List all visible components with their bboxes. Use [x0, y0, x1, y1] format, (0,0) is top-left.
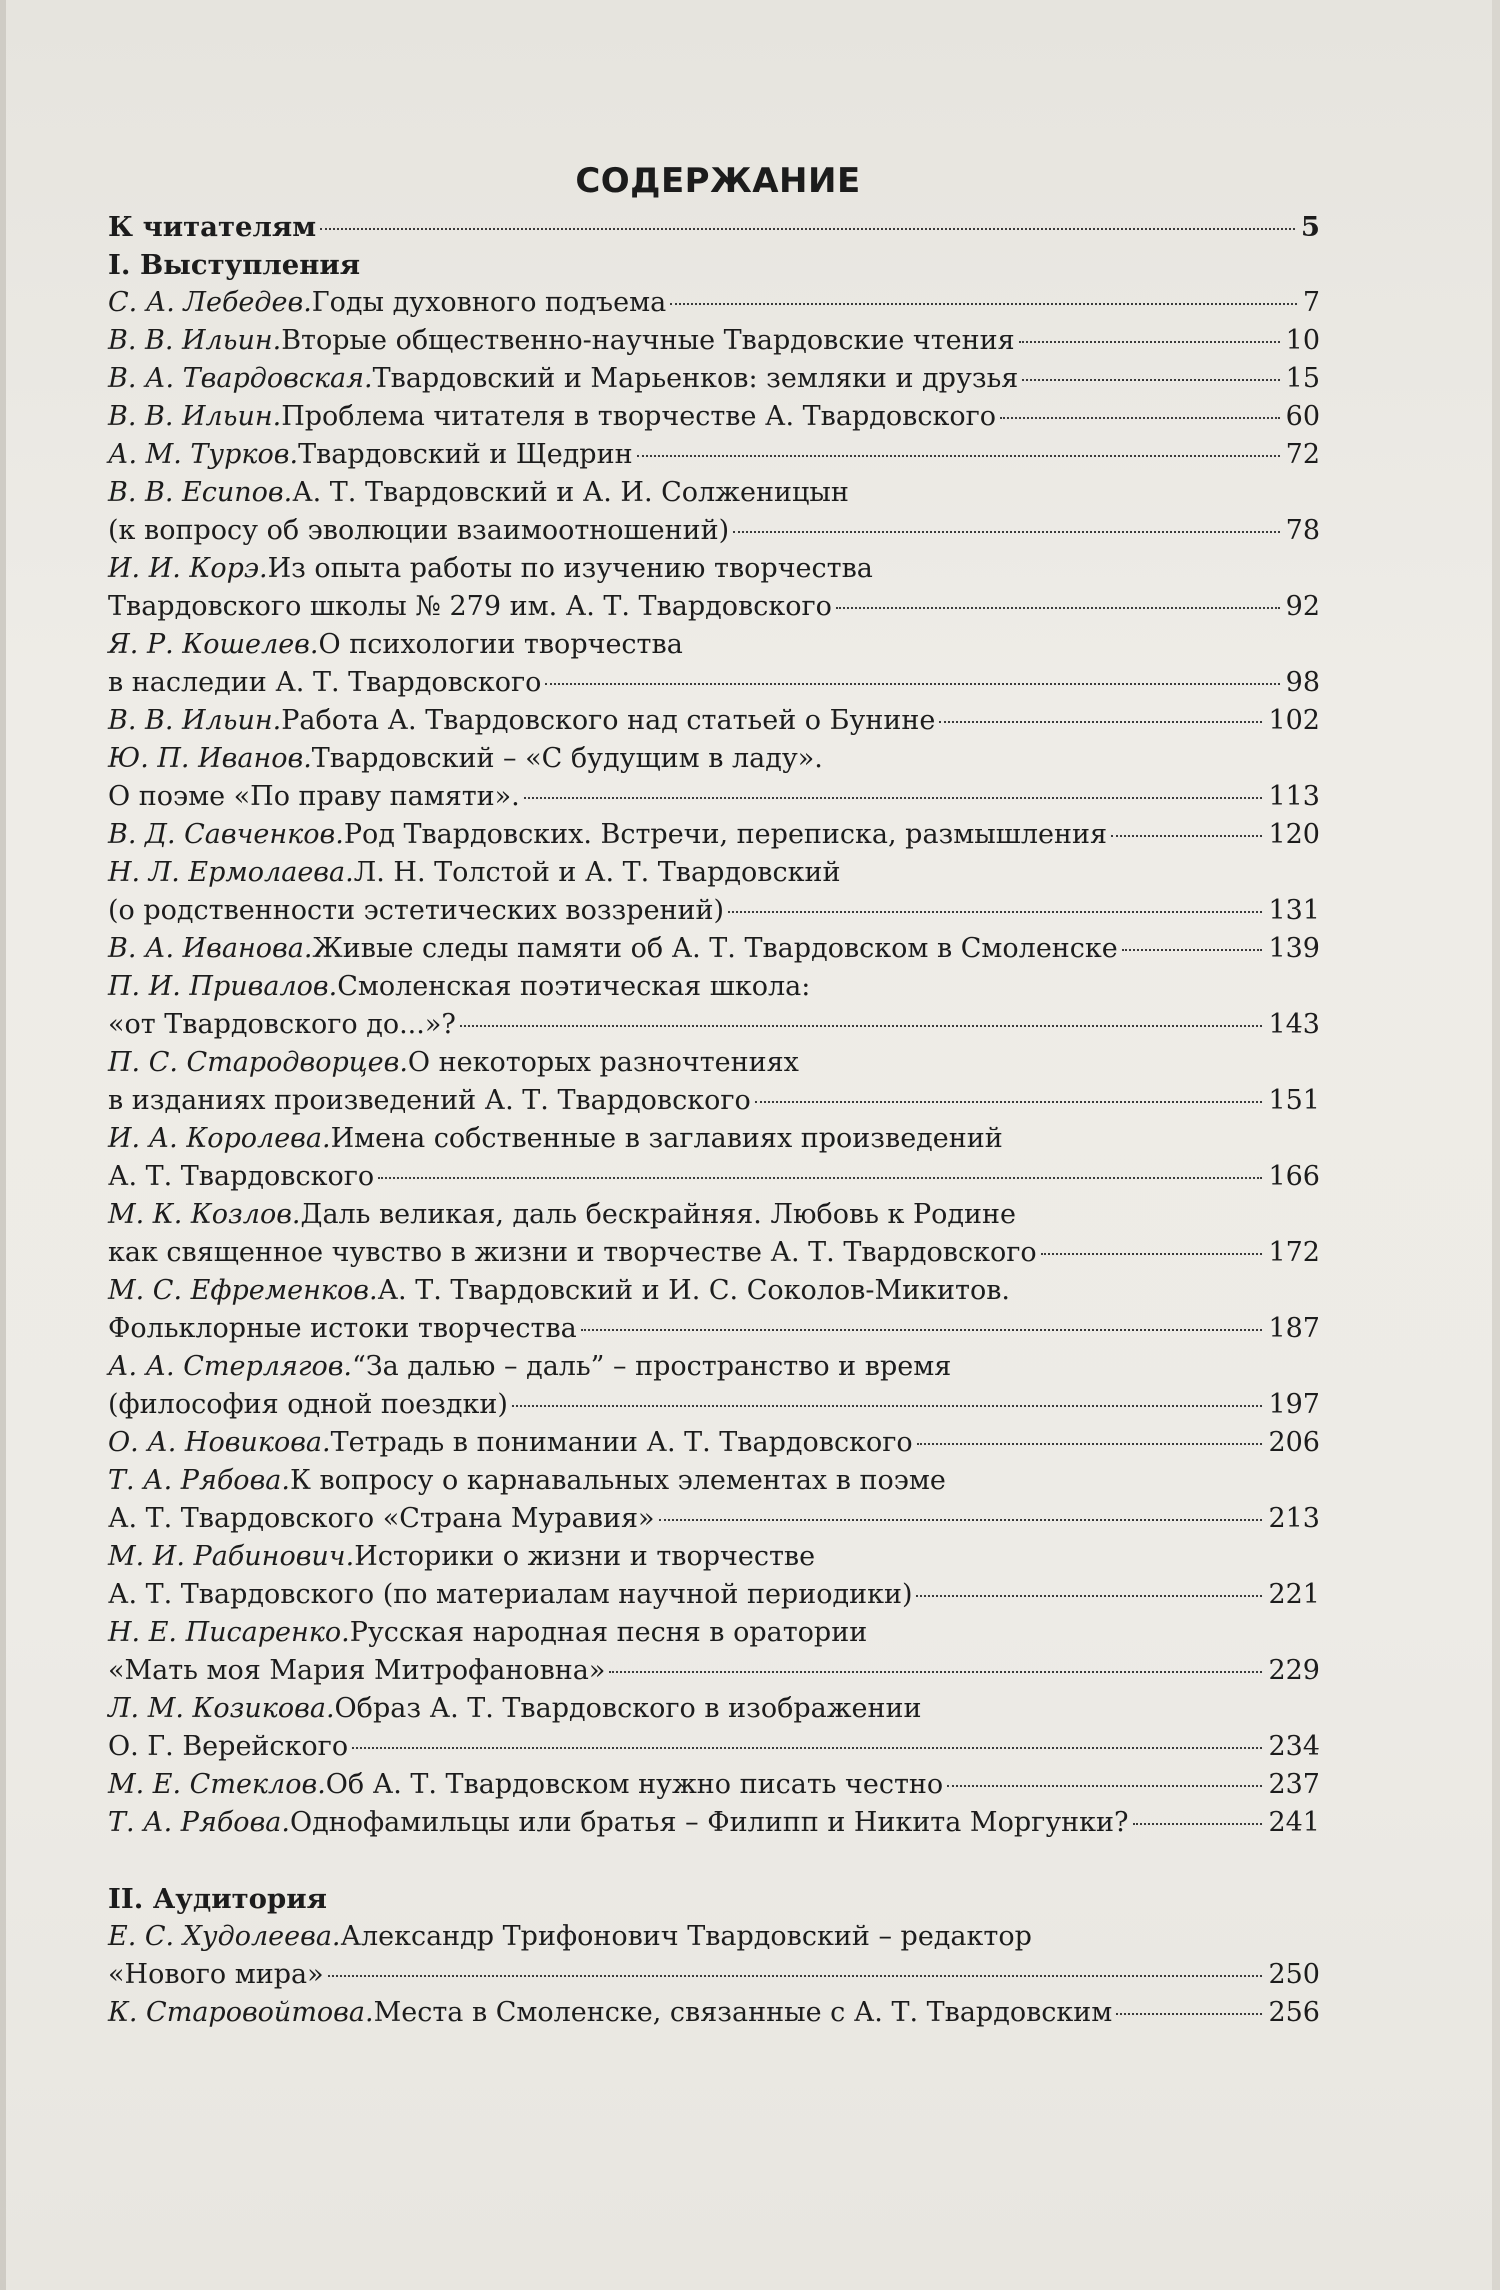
- dot-leader: [609, 1670, 1262, 1673]
- toc-entry-line: [108, 930, 1320, 968]
- page-number: 250: [1268, 1959, 1320, 1990]
- entry-title: К вопросу о карнавальных элементах в поэме: [289, 1465, 946, 1496]
- entry-title-cont: как священное чувство в жизни и творчестве А. Т. Твардовского: [108, 1237, 1037, 1268]
- toc-entry-line: [108, 1766, 1320, 1804]
- page-number: 221: [1268, 1579, 1320, 1610]
- dot-leader: [545, 682, 1279, 685]
- toc-entry-line: [108, 474, 1320, 512]
- page-number: 229: [1268, 1655, 1320, 1686]
- section-title: I. Выступления: [108, 249, 361, 281]
- entry-title: “За далью – даль” – пространство и время: [352, 1351, 952, 1382]
- page-number: 143: [1268, 1009, 1320, 1040]
- page-number: 102: [1268, 705, 1320, 736]
- dot-leader: [320, 227, 1295, 230]
- entry-author: И. И. Корэ.: [108, 553, 268, 584]
- entry-author: Е. С. Худолеева.: [108, 1921, 341, 1952]
- dot-leader: [728, 910, 1262, 913]
- entry-title-cont: О поэме «По праву памяти».: [108, 781, 520, 812]
- entry-title: Даль великая, даль бескрайняя. Любовь к Родине: [300, 1199, 1016, 1230]
- section-title: II. Аудитория: [108, 1883, 327, 1915]
- entry-title-cont: в наследии А. Т. Твардовского: [108, 667, 542, 698]
- toc-entry-line: [108, 816, 1320, 854]
- page-number: 256: [1268, 1997, 1320, 2028]
- toc-entry-line: [108, 968, 1320, 1006]
- page-edge-right: [1492, 0, 1500, 2290]
- dot-leader: [1122, 948, 1263, 951]
- dot-leader: [1041, 1252, 1263, 1255]
- entry-author: Я. Р. Кошелев.: [108, 629, 319, 660]
- entry-author: М. К. Козлов.: [108, 1199, 301, 1230]
- entry-author: И. А. Королева.: [108, 1123, 331, 1154]
- entry-author: В. В. Есипов.: [108, 477, 293, 508]
- entry-author: К. Старовойтова.: [108, 1997, 374, 2028]
- entry-title: Твардовский – «С будущим в ладу».: [311, 743, 823, 774]
- toc-entry-line: [108, 398, 1320, 436]
- entry-title: Род Твардовских. Встречи, переписка, размышления: [343, 819, 1108, 850]
- page-number: 72: [1285, 439, 1320, 470]
- page-number: 60: [1285, 401, 1320, 432]
- toc-entry-line: [108, 1386, 1320, 1424]
- dot-leader: [670, 302, 1297, 305]
- entry-title: Однофамильцы или братья – Филипп и Никита Моргунки?: [289, 1807, 1129, 1838]
- entry-title: Л. Н. Толстой и А. Т. Твардовский: [353, 857, 841, 888]
- dot-leader: [917, 1442, 1263, 1445]
- entry-author: Н. Е. Писаренко.: [108, 1617, 350, 1648]
- toc-entry-line: [108, 284, 1320, 322]
- page-number: 5: [1300, 211, 1320, 243]
- dot-leader: [1022, 378, 1279, 381]
- entry-title-cont: Фольклорные истоки творчества: [108, 1313, 577, 1344]
- toc-entry-line: [108, 360, 1320, 398]
- toc-entry-line: [108, 740, 1320, 778]
- entry-title: Живые следы памяти об А. Т. Твардовском в Смоленске: [312, 933, 1118, 964]
- dot-leader: [512, 1404, 1263, 1407]
- dot-leader: [378, 1176, 1262, 1179]
- entry-author: С. А. Лебедев.: [108, 287, 312, 318]
- table-of-contents: [108, 160, 1320, 2032]
- page-title: СОДЕРЖАНИЕ: [575, 161, 861, 201]
- toc-entry-line: [108, 322, 1320, 360]
- page-number: 113: [1268, 781, 1320, 812]
- entry-author: О. А. Новикова.: [108, 1427, 331, 1458]
- toc-entry-line: [108, 1158, 1320, 1196]
- entry-author: В. А. Иванова.: [108, 933, 313, 964]
- entry-author: В. В. Ильин.: [108, 705, 282, 736]
- entry-author: В. А. Твардовская.: [108, 363, 373, 394]
- toc-entry-line: [108, 1082, 1320, 1120]
- page-number: 131: [1268, 895, 1320, 926]
- dot-leader: [836, 606, 1280, 609]
- dot-leader: [733, 530, 1279, 533]
- page-number: 151: [1268, 1085, 1320, 1116]
- toc-entry-line: [108, 1728, 1320, 1766]
- toc-entry-line: [108, 664, 1320, 702]
- toc-entry-line: [108, 854, 1320, 892]
- entry-author: А. А. Стерлягов.: [108, 1351, 353, 1382]
- section-list: [108, 284, 1320, 1842]
- dot-leader: [460, 1024, 1263, 1027]
- section-heading: [108, 246, 1320, 284]
- toc-entry-line: [108, 1196, 1320, 1234]
- entry-title-cont: «Нового мира»: [108, 1959, 324, 1990]
- dot-leader: [947, 1784, 1262, 1787]
- entry-author: П. С. Стародворцев.: [108, 1047, 408, 1078]
- toc-entry-line: [108, 1994, 1320, 2032]
- entry-title: Места в Смоленске, связанные с А. Т. Твардовским: [373, 1997, 1113, 2028]
- entry-author: Н. Л. Ермолаева.: [108, 857, 354, 888]
- toc-entry-line: [108, 1804, 1320, 1842]
- toc-entry-line: [108, 1538, 1320, 1576]
- toc-entry-line: [108, 550, 1320, 588]
- entry-author: А. М. Турков.: [108, 439, 299, 470]
- toc-entry-line: [108, 1956, 1320, 1994]
- page-number: 241: [1268, 1807, 1320, 1838]
- entry-title-cont: (к вопросу об эволюции взаимоотношений): [108, 515, 730, 546]
- toc-entry-line: [108, 512, 1320, 550]
- page-number: 10: [1285, 325, 1320, 356]
- entry-author: Л. М. Козикова.: [108, 1693, 335, 1724]
- dot-leader: [755, 1100, 1263, 1103]
- page-number: 172: [1268, 1237, 1320, 1268]
- entry-author: М. Е. Стеклов.: [108, 1769, 326, 1800]
- entry-author: Ю. П. Иванов.: [108, 743, 312, 774]
- toc-entry-line: [108, 1424, 1320, 1462]
- page-number: 78: [1285, 515, 1320, 546]
- toc-entry-line: [108, 1272, 1320, 1310]
- toc-entry-line: [108, 588, 1320, 626]
- entry-title: Годы духовного подъема: [311, 287, 667, 318]
- toc-entry-line: [108, 1120, 1320, 1158]
- entry-title-cont: О. Г. Верейского: [108, 1731, 349, 1762]
- toc-entry-line: [108, 626, 1320, 664]
- entry-title: Историки о жизни и творчестве: [354, 1541, 816, 1572]
- entry-title-cont: А. Т. Твардовского (по материалам научной периодики): [108, 1579, 913, 1610]
- toc-entry-line: [108, 1006, 1320, 1044]
- entry-title-cont: (о родственности эстетических воззрений): [108, 895, 725, 926]
- page-number: 197: [1268, 1389, 1320, 1420]
- dot-leader: [1019, 340, 1280, 343]
- entry-title: Имена собственные в заглавиях произведений: [330, 1123, 1003, 1154]
- dot-leader: [1000, 416, 1280, 419]
- dot-leader: [524, 796, 1263, 799]
- page-number: 7: [1302, 287, 1320, 318]
- toc-entry-line: [108, 778, 1320, 816]
- entry-author: М. С. Ефременков.: [108, 1275, 378, 1306]
- toc-entry-line: [108, 1348, 1320, 1386]
- toc-entry-line: [108, 1918, 1320, 1956]
- section-gap: [108, 1842, 1320, 1880]
- page-number: 120: [1268, 819, 1320, 850]
- dot-leader: [1111, 834, 1262, 837]
- toc-entry-line: [108, 1690, 1320, 1728]
- page-number: 98: [1285, 667, 1320, 698]
- dot-leader: [1133, 1822, 1263, 1825]
- entry-author: Т. А. Рябова.: [108, 1465, 290, 1496]
- entry-title: Об А. Т. Твардовском нужно писать честно: [325, 1769, 944, 1800]
- toc-entry-line: [108, 1576, 1320, 1614]
- toc-entry-line: [108, 1500, 1320, 1538]
- page-number: 15: [1285, 363, 1320, 394]
- toc-entry-line: [108, 1614, 1320, 1652]
- toc-entry-line: [108, 1044, 1320, 1082]
- entry-title: Твардовский и Марьенков: земляки и друзья: [372, 363, 1019, 394]
- page-number: 187: [1268, 1313, 1320, 1344]
- entry-author: В. В. Ильин.: [108, 325, 282, 356]
- entry-title: О психологии творчества: [318, 629, 683, 660]
- dot-leader: [659, 1518, 1263, 1521]
- entry-title-cont: А. Т. Твардовского: [108, 1161, 375, 1192]
- entry-author: В. Д. Савченков.: [108, 819, 344, 850]
- toc-entry-line: [108, 1234, 1320, 1272]
- toc-entry-line: [108, 1652, 1320, 1690]
- page-number: 237: [1268, 1769, 1320, 1800]
- entry-title-cont: «от Твардовского до...»?: [108, 1009, 456, 1040]
- entry-title: Из опыта работы по изучению творчества: [267, 553, 873, 584]
- entry-author: В. В. Ильин.: [108, 401, 282, 432]
- entry-title: Проблема читателя в творчестве А. Твардовского: [281, 401, 996, 432]
- page-number: 166: [1268, 1161, 1320, 1192]
- entry-author: М. И. Рабинович.: [108, 1541, 355, 1572]
- toc-entry-line: [108, 436, 1320, 474]
- page-number: 206: [1268, 1427, 1320, 1458]
- entry-title: Русская народная песня в оратории: [349, 1617, 868, 1648]
- entry-title: К читателям: [108, 211, 317, 243]
- dot-leader: [939, 720, 1262, 723]
- dot-leader: [1116, 2012, 1262, 2015]
- dot-leader: [352, 1746, 1262, 1749]
- entry-title-cont: А. Т. Твардовского «Страна Муравия»: [108, 1503, 655, 1534]
- entry-title: Смоленская поэтическая школа:: [337, 971, 811, 1002]
- entry-title-cont: Твардовского школы № 279 им. А. Т. Твардовского: [108, 591, 832, 622]
- page-number: 92: [1285, 591, 1320, 622]
- entry-title: Твардовский и Щедрин: [298, 439, 633, 470]
- section-list: [108, 1918, 1320, 2032]
- page-number: 234: [1268, 1731, 1320, 1762]
- entry-title-cont: (философия одной поездки): [108, 1389, 508, 1420]
- toc-entry-line: [108, 1462, 1320, 1500]
- toc-entry-preface: [108, 208, 1320, 246]
- page-number: 139: [1268, 933, 1320, 964]
- toc-entry-line: [108, 892, 1320, 930]
- dot-leader: [581, 1328, 1263, 1331]
- entry-title: Тетрадь в понимании А. Т. Твардовского: [330, 1427, 913, 1458]
- toc-entry-line: [108, 1310, 1320, 1348]
- entry-title: Образ А. Т. Твардовского в изображении: [334, 1693, 922, 1724]
- dot-leader: [916, 1594, 1262, 1597]
- section-heading: [108, 1880, 1320, 1918]
- entry-title: А. Т. Твардовский и И. С. Соколов-Микитов.: [377, 1275, 1010, 1306]
- dot-leader: [328, 1974, 1263, 1977]
- dot-leader: [637, 454, 1280, 457]
- entry-title: А. Т. Твардовский и А. И. Солженицын: [292, 477, 849, 508]
- entry-title: Вторые общественно-научные Твардовские чтения: [281, 325, 1015, 356]
- entry-title: Работа А. Твардовского над статьей о Бунине: [281, 705, 936, 736]
- entry-title-cont: «Мать моя Мария Митрофановна»: [108, 1655, 606, 1686]
- entry-title: Александр Трифонович Твардовский – редактор: [340, 1921, 1032, 1952]
- entry-author: П. И. Привалов.: [108, 971, 338, 1002]
- page-edge-left: [0, 0, 6, 2290]
- entry-author: Т. А. Рябова.: [108, 1807, 290, 1838]
- page-number: 213: [1268, 1503, 1320, 1534]
- entry-title: О некоторых разночтениях: [407, 1047, 799, 1078]
- entry-title-cont: в изданиях произведений А. Т. Твардовского: [108, 1085, 751, 1116]
- toc-entry-line: [108, 702, 1320, 740]
